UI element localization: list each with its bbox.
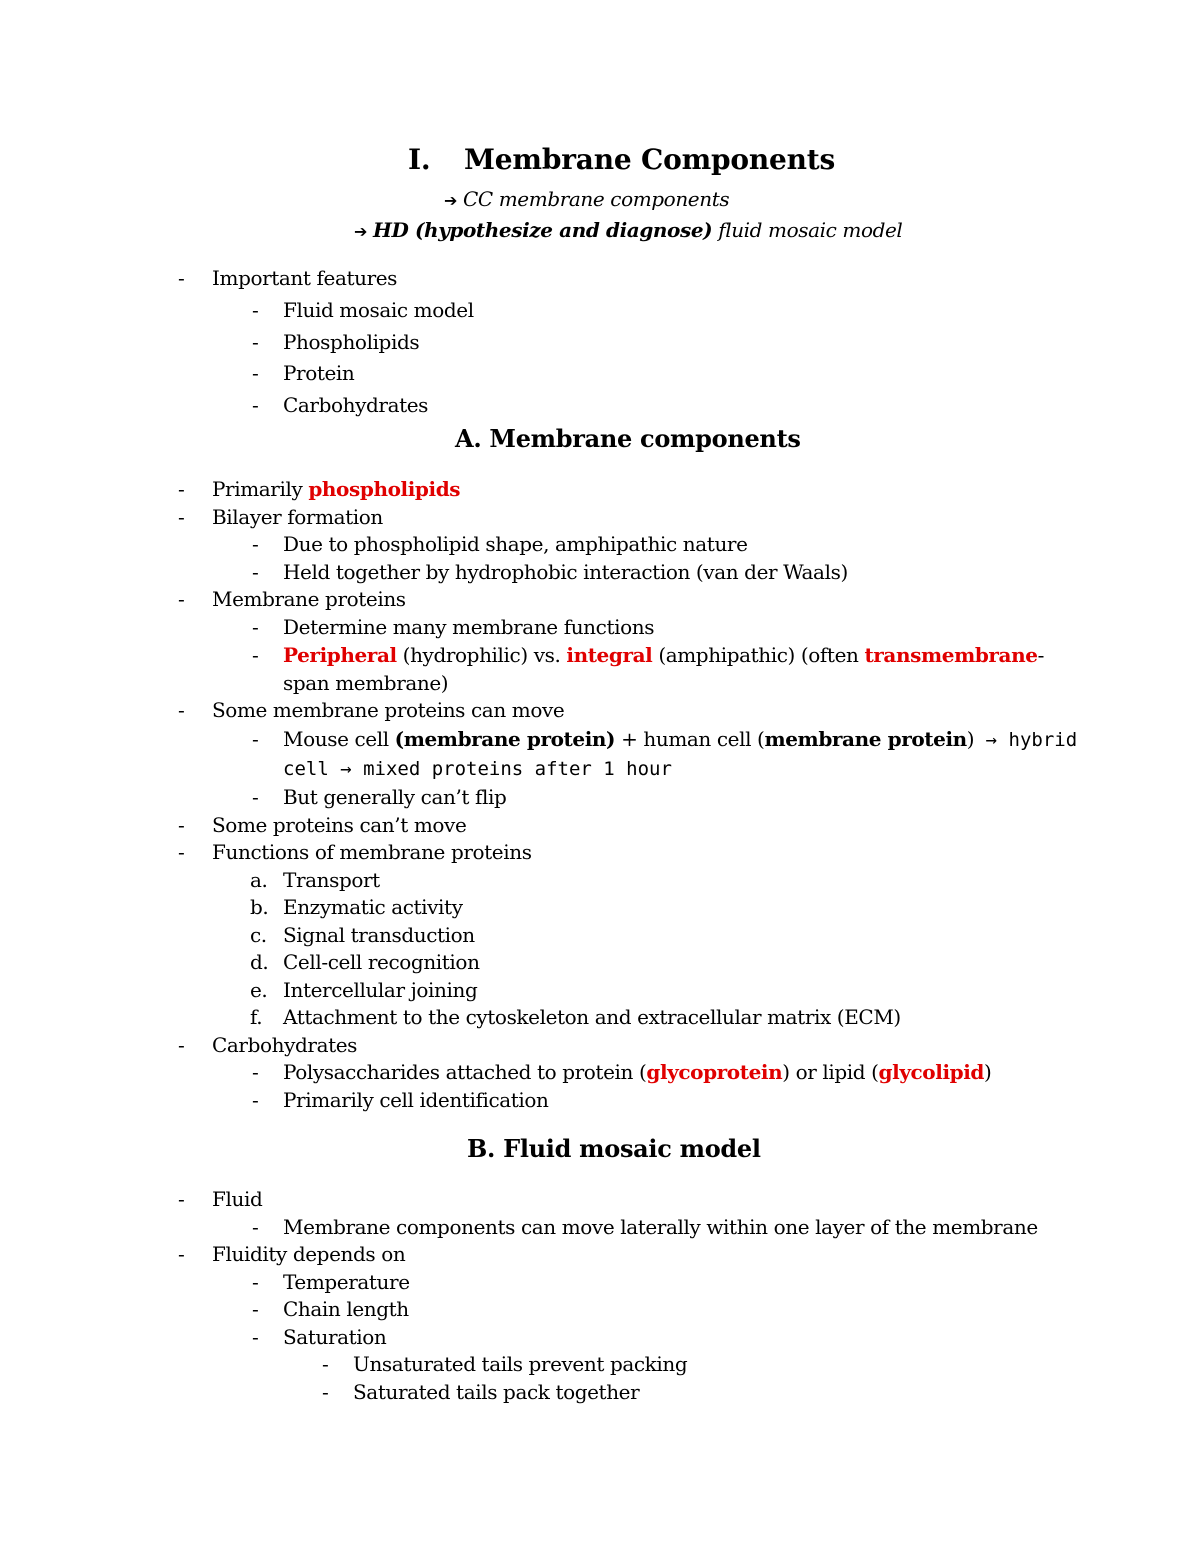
bilayer-item: Held together by hydrophobic interaction (van der Waals) bbox=[283, 560, 848, 584]
fluid-item: Membrane components can move laterally within one layer of the membrane bbox=[283, 1215, 1038, 1239]
dash-bullet: - bbox=[252, 298, 259, 322]
dash-bullet: - bbox=[178, 1187, 185, 1211]
polysaccharides-line: Polysaccharides attached to protein (glycoprotein) or lipid (glycolipid) bbox=[283, 1060, 992, 1084]
function-letter: c. bbox=[250, 923, 267, 947]
dash-bullet: - bbox=[252, 361, 259, 385]
function-item: Enzymatic activity bbox=[283, 895, 463, 919]
dash-bullet: - bbox=[252, 393, 259, 417]
function-letter: d. bbox=[250, 950, 269, 974]
dash-bullet: - bbox=[252, 643, 259, 667]
bilayer-label: Bilayer formation bbox=[212, 505, 383, 529]
section-b-heading: B. Fluid mosaic model bbox=[467, 1134, 761, 1163]
dash-bullet: - bbox=[178, 813, 185, 837]
important-item: Fluid mosaic model bbox=[283, 298, 474, 322]
fluidity-item: Saturation bbox=[283, 1325, 387, 1349]
arrow-icon: ➔ bbox=[444, 191, 458, 210]
peripheral-line-continued: span membrane) bbox=[283, 671, 449, 695]
dash-bullet: - bbox=[178, 698, 185, 722]
dash-bullet: - bbox=[178, 477, 185, 501]
page-title: Membrane Components bbox=[464, 143, 836, 176]
fluidity-item: Temperature bbox=[283, 1270, 410, 1294]
proteins-item: Determine many membrane functions bbox=[283, 615, 655, 639]
dash-bullet: - bbox=[178, 587, 185, 611]
function-item: Intercellular joining bbox=[283, 978, 478, 1002]
dash-bullet: - bbox=[252, 330, 259, 354]
dash-bullet: - bbox=[252, 1325, 259, 1349]
important-label: Important features bbox=[212, 266, 398, 290]
function-letter: f. bbox=[250, 1005, 263, 1029]
important-item: Protein bbox=[283, 361, 355, 385]
function-item: Signal transduction bbox=[283, 923, 475, 947]
carbs-label: Carbohydrates bbox=[212, 1033, 358, 1057]
function-item: Transport bbox=[283, 868, 380, 892]
cant-move-item: Some proteins can’t move bbox=[212, 813, 467, 837]
dash-bullet: - bbox=[252, 785, 259, 809]
dash-bullet: - bbox=[252, 1215, 259, 1239]
function-item: Attachment to the cytoskeleton and extracellular matrix (ECM) bbox=[283, 1005, 901, 1029]
saturation-item: Saturated tails pack together bbox=[353, 1380, 640, 1404]
dash-bullet: - bbox=[178, 266, 185, 290]
objective-hd: ➔ HD (hypothesize and diagnose) fluid mosaic model bbox=[354, 218, 903, 242]
mouse-cell-line-continued: cell → mixed proteins after 1 hour bbox=[283, 758, 672, 780]
dash-bullet: - bbox=[178, 1242, 185, 1266]
objective-cc: ➔ CC membrane components bbox=[444, 187, 730, 211]
section-a-heading: A. Membrane components bbox=[455, 424, 801, 453]
dash-bullet: - bbox=[178, 840, 185, 864]
dash-bullet: - bbox=[252, 615, 259, 639]
dash-bullet: - bbox=[252, 532, 259, 556]
fluidity-label: Fluidity depends on bbox=[212, 1242, 406, 1266]
dash-bullet: - bbox=[252, 1270, 259, 1294]
saturation-item: Unsaturated tails prevent packing bbox=[353, 1352, 688, 1376]
dash-bullet: - bbox=[178, 1033, 185, 1057]
function-letter: a. bbox=[250, 868, 268, 892]
important-item: Carbohydrates bbox=[283, 393, 429, 417]
bilayer-item: Due to phospholipid shape, amphipathic nature bbox=[283, 532, 748, 556]
dash-bullet: - bbox=[178, 505, 185, 529]
functions-label: Functions of membrane proteins bbox=[212, 840, 532, 864]
important-item: Phospholipids bbox=[283, 330, 420, 354]
move-label: Some membrane proteins can move bbox=[212, 698, 565, 722]
peripheral-line: Peripheral (hydrophilic) vs. integral (amphipathic) (often transmembrane- bbox=[283, 643, 1044, 667]
dash-bullet: - bbox=[252, 560, 259, 584]
primarily-line: Primarily phospholipids bbox=[212, 477, 461, 501]
dash-bullet: - bbox=[252, 1060, 259, 1084]
function-letter: b. bbox=[250, 895, 269, 919]
function-letter: e. bbox=[250, 978, 268, 1002]
dash-bullet: - bbox=[252, 1088, 259, 1112]
dash-bullet: - bbox=[322, 1352, 329, 1376]
mouse-cell-line: Mouse cell (membrane protein) + human cell (membrane protein) → hybrid bbox=[283, 727, 1078, 751]
identification-item: Primarily cell identification bbox=[283, 1088, 549, 1112]
dash-bullet: - bbox=[252, 1297, 259, 1321]
fluidity-item: Chain length bbox=[283, 1297, 409, 1321]
arrow-icon: ➔ bbox=[354, 222, 368, 241]
title-numeral: I. bbox=[408, 143, 431, 176]
fluid-label: Fluid bbox=[212, 1187, 263, 1211]
proteins-label: Membrane proteins bbox=[212, 587, 406, 611]
flip-item: But generally can’t flip bbox=[283, 785, 507, 809]
function-item: Cell-cell recognition bbox=[283, 950, 480, 974]
dash-bullet: - bbox=[252, 727, 259, 751]
dash-bullet: - bbox=[322, 1380, 329, 1404]
